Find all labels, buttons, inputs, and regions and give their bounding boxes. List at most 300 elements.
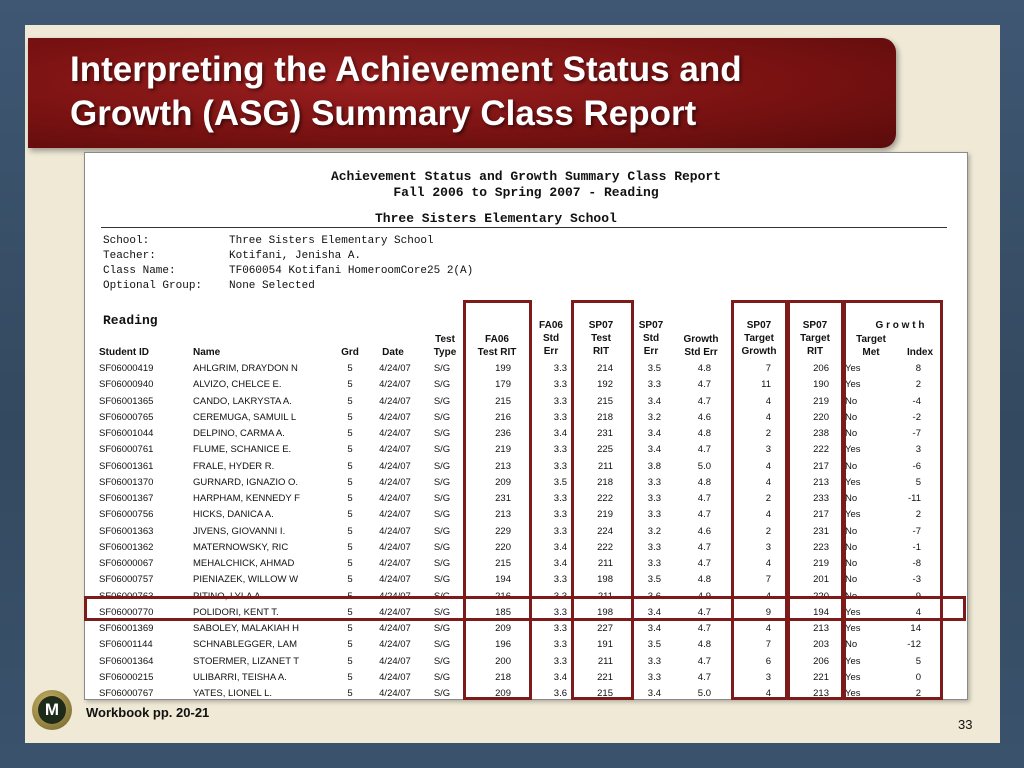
- cell-fa06-err: 3.3: [553, 623, 567, 634]
- report-school-name: Three Sisters Elementary School: [375, 211, 617, 226]
- cell-index: 8: [915, 363, 921, 374]
- cell-grd: 5: [347, 395, 353, 407]
- cell-fa06-rit: 199: [495, 363, 511, 374]
- cell-growth-err: 4.7: [697, 558, 711, 569]
- cell-name: FLUME, SCHANICE E.: [193, 444, 292, 456]
- section-title-reading: Reading: [103, 313, 158, 328]
- cell-target-rit: 219: [813, 558, 829, 569]
- cell-growth-err: 4.9: [697, 590, 711, 602]
- cell-sp07-rit: 222: [597, 493, 613, 504]
- cell-growth-err: 4.7: [697, 541, 711, 553]
- cell-target-rit: 190: [813, 379, 829, 391]
- cell-fa06-err: 3.3: [553, 639, 567, 651]
- cell-target-growth: 9: [765, 606, 771, 618]
- cell-student-id: SF06000767: [99, 688, 154, 699]
- cell-index: 5: [915, 655, 921, 667]
- cell-fa06-err: 3.3: [553, 655, 567, 667]
- info-value-school: Three Sisters Elementary School: [229, 235, 434, 247]
- info-label-school: School:: [103, 235, 150, 247]
- cell-date: 4/24/07: [379, 493, 411, 504]
- cell-name: STOERMER, LIZANET T: [193, 655, 300, 667]
- cell-target-met: Yes: [845, 606, 861, 618]
- cell-sp07-err: 3.4: [647, 395, 661, 407]
- cell-student-id: SF06001367: [99, 493, 154, 504]
- cell-growth-err: 4.8: [697, 363, 711, 374]
- cell-name: AHLGRIM, DRAYDON N: [193, 363, 298, 374]
- cell-fa06-rit: 220: [495, 541, 511, 553]
- district-logo: [32, 690, 72, 730]
- cell-fa06-rit: 215: [495, 558, 511, 569]
- cell-fa06-rit: 231: [495, 493, 511, 504]
- cell-date: 4/24/07: [379, 411, 411, 423]
- cell-grd: 5: [347, 476, 353, 488]
- cell-grd: 5: [347, 460, 353, 472]
- cell-name: ULIBARRI, TEISHA A.: [193, 671, 287, 683]
- highlight-growth-group: [843, 300, 943, 700]
- cell-target-met: No: [845, 541, 858, 553]
- cell-sp07-err: 3.8: [647, 460, 661, 472]
- cell-test-type: S/G: [433, 395, 451, 407]
- cell-name: MATERNOWSKY, RIC: [193, 541, 289, 553]
- cell-target-growth: 4: [765, 476, 771, 488]
- cell-growth-err: 4.8: [697, 639, 711, 651]
- cell-student-id: SF06000757: [99, 574, 154, 586]
- header-test-type: Test Type: [433, 334, 457, 358]
- cell-date: 4/24/07: [379, 428, 411, 439]
- cell-test-type: S/G: [433, 444, 451, 456]
- header-sp07-target-rit: SP07 Target RIT: [800, 320, 830, 357]
- cell-test-type: S/G: [433, 671, 451, 683]
- cell-target-rit: 213: [813, 476, 829, 488]
- report-title: Achievement Status and Growth Summary Class Report: [330, 169, 722, 184]
- cell-student-id: SF06000770: [99, 606, 154, 618]
- cell-index: 2: [915, 379, 921, 391]
- cell-target-met: Yes: [845, 444, 861, 456]
- cell-target-met: No: [845, 460, 858, 472]
- cell-sp07-rit: 231: [597, 428, 613, 439]
- cell-target-growth: 2: [765, 525, 771, 537]
- cell-sp07-rit: 219: [597, 509, 613, 521]
- cell-date: 4/24/07: [379, 444, 411, 456]
- cell-student-id: SF06000763: [99, 590, 154, 602]
- cell-student-id: SF06000940: [99, 379, 154, 391]
- cell-growth-err: 5.0: [697, 460, 711, 472]
- cell-sp07-rit: 224: [597, 525, 613, 537]
- header-fa06-test-rit: FA06 Test RIT: [477, 334, 517, 358]
- cell-sp07-rit: 211: [597, 558, 613, 569]
- cell-student-id: SF06001362: [99, 541, 154, 553]
- header-date: Date: [382, 347, 404, 358]
- cell-fa06-rit: 229: [495, 525, 511, 537]
- cell-target-growth: 3: [765, 541, 771, 553]
- cell-target-growth: 4: [765, 395, 771, 407]
- cell-grd: 5: [347, 655, 353, 667]
- cell-date: 4/24/07: [379, 363, 411, 374]
- cell-target-rit: 217: [813, 509, 829, 521]
- cell-test-type: S/G: [433, 379, 451, 391]
- cell-target-met: Yes: [845, 509, 861, 521]
- cell-target-growth: 4: [765, 590, 771, 602]
- cell-student-id: SF06001364: [99, 655, 154, 667]
- cell-name: ALVIZO, CHELCE E.: [193, 379, 282, 391]
- info-label-class: Class Name:: [103, 265, 176, 277]
- cell-grd: 5: [347, 363, 353, 374]
- cell-growth-err: 4.6: [697, 525, 711, 537]
- header-name: Name: [193, 347, 221, 358]
- cell-fa06-rit: 218: [495, 671, 511, 683]
- cell-fa06-err: 3.3: [553, 493, 567, 504]
- cell-target-growth: 7: [765, 363, 771, 374]
- cell-sp07-err: 3.3: [647, 671, 661, 683]
- cell-target-met: No: [845, 493, 858, 504]
- cell-sp07-err: 3.5: [647, 363, 661, 374]
- cell-target-growth: 4: [765, 688, 771, 699]
- cell-date: 4/24/07: [379, 688, 411, 699]
- cell-student-id: SF06000761: [99, 444, 154, 456]
- info-value-teacher: Kotifani, Jenisha A.: [229, 250, 362, 262]
- cell-test-type: S/G: [433, 574, 451, 586]
- cell-target-growth: 4: [765, 411, 771, 423]
- cell-target-rit: 194: [813, 606, 829, 618]
- cell-target-growth: 4: [765, 460, 771, 472]
- cell-fa06-err: 3.3: [553, 379, 567, 391]
- cell-fa06-err: 3.3: [553, 590, 567, 602]
- cell-target-rit: 233: [813, 493, 829, 504]
- report-subtitle: Fall 2006 to Spring 2007 - Reading: [393, 185, 659, 200]
- cell-grd: 5: [347, 444, 353, 456]
- cell-name: JIVENS, GIOVANNI I.: [193, 525, 286, 537]
- cell-date: 4/24/07: [379, 623, 411, 634]
- cell-sp07-rit: 211: [597, 460, 613, 472]
- cell-sp07-err: 3.4: [647, 444, 661, 456]
- cell-index: -4: [912, 395, 921, 407]
- cell-fa06-err: 3.4: [553, 428, 567, 439]
- cell-target-growth: 4: [765, 509, 771, 521]
- cell-sp07-err: 3.4: [647, 623, 661, 634]
- cell-target-met: No: [845, 411, 858, 423]
- cell-test-type: S/G: [433, 476, 451, 488]
- cell-name: GURNARD, IGNAZIO O.: [193, 476, 299, 488]
- cell-sp07-rit: 218: [597, 411, 613, 423]
- cell-target-met: Yes: [845, 476, 861, 488]
- cell-index: 0: [915, 671, 921, 683]
- cell-date: 4/24/07: [379, 395, 411, 407]
- cell-fa06-err: 3.4: [553, 541, 567, 553]
- cell-student-id: SF06001144: [99, 639, 153, 651]
- cell-student-id: SF06000215: [99, 671, 154, 683]
- cell-test-type: S/G: [433, 428, 451, 439]
- cell-sp07-rit: 191: [597, 639, 613, 651]
- header-student-id: Student ID: [99, 347, 149, 358]
- cell-student-id: SF06001369: [99, 623, 154, 634]
- logo-letter: M: [38, 696, 66, 724]
- cell-fa06-err: 3.3: [553, 509, 567, 521]
- cell-index: 5: [915, 476, 921, 488]
- cell-fa06-rit: 200: [495, 655, 511, 667]
- cell-target-met: No: [845, 395, 858, 407]
- cell-fa06-err: 3.3: [553, 395, 567, 407]
- cell-sp07-err: 3.6: [647, 590, 661, 602]
- cell-fa06-err: 3.3: [553, 574, 567, 586]
- cell-fa06-err: 3.3: [553, 460, 567, 472]
- cell-sp07-rit: 211: [597, 655, 613, 667]
- cell-target-rit: 203: [813, 639, 829, 651]
- header-index: Index: [906, 347, 934, 358]
- cell-grd: 5: [347, 509, 353, 521]
- cell-growth-err: 4.7: [697, 444, 711, 456]
- cell-name: SABOLEY, MALAKIAH H: [193, 623, 299, 634]
- cell-date: 4/24/07: [379, 574, 411, 586]
- cell-target-growth: 4: [765, 623, 771, 634]
- cell-date: 4/24/07: [379, 379, 411, 391]
- cell-sp07-rit: 198: [597, 606, 613, 618]
- cell-sp07-rit: 198: [597, 574, 613, 586]
- cell-sp07-rit: 215: [597, 688, 613, 699]
- cell-test-type: S/G: [433, 688, 451, 699]
- cell-name: HICKS, DANICA A.: [193, 509, 274, 521]
- cell-target-rit: 222: [813, 444, 829, 456]
- slide-title-line-1: Interpreting the Achievement Status and: [70, 50, 742, 89]
- header-sp07-std-err: SP07 Std Err: [638, 320, 664, 357]
- cell-sp07-err: 3.3: [647, 379, 661, 391]
- cell-sp07-rit: 192: [597, 379, 613, 391]
- cell-index: 2: [915, 688, 921, 699]
- cell-grd: 5: [347, 639, 353, 651]
- cell-sp07-err: 3.3: [647, 558, 661, 569]
- cell-date: 4/24/07: [379, 558, 411, 569]
- cell-fa06-err: 3.6: [553, 688, 567, 699]
- cell-target-rit: 219: [813, 395, 829, 407]
- report-divider: [101, 227, 947, 228]
- cell-student-id: SF06001361: [99, 460, 154, 472]
- cell-student-id: SF06001365: [99, 395, 154, 407]
- cell-student-id: SF06000419: [99, 363, 154, 374]
- cell-test-type: S/G: [433, 623, 451, 634]
- cell-growth-err: 5.0: [697, 688, 711, 699]
- cell-sp07-err: 3.5: [647, 574, 661, 586]
- cell-test-type: S/G: [433, 509, 451, 521]
- cell-index: -6: [912, 460, 921, 472]
- cell-name: YATES, LIONEL L.: [193, 688, 273, 699]
- cell-sp07-rit: 225: [597, 444, 613, 456]
- cell-fa06-rit: 213: [495, 460, 511, 472]
- cell-growth-err: 4.6: [697, 411, 711, 423]
- cell-target-growth: 7: [765, 639, 771, 651]
- cell-fa06-err: 3.3: [553, 444, 567, 456]
- cell-sp07-rit: 222: [597, 541, 613, 553]
- cell-index: -1: [912, 541, 921, 553]
- header-sp07-test-rit: SP07 Test RIT: [588, 320, 614, 357]
- cell-growth-err: 4.8: [697, 476, 711, 488]
- highlight-row-polidori: [84, 596, 966, 621]
- cell-fa06-err: 3.4: [553, 558, 567, 569]
- cell-grd: 5: [347, 590, 353, 602]
- cell-student-id: SF06001370: [99, 476, 154, 488]
- cell-test-type: S/G: [433, 655, 451, 667]
- header-growth-group: G r o w t h: [875, 320, 925, 331]
- cell-grd: 5: [347, 671, 353, 683]
- cell-target-met: Yes: [845, 655, 861, 667]
- cell-target-rit: 223: [813, 541, 829, 553]
- cell-sp07-rit: 215: [597, 395, 613, 407]
- cell-index: -2: [912, 411, 921, 423]
- cell-grd: 5: [347, 558, 353, 569]
- cell-growth-err: 4.7: [697, 655, 711, 667]
- cell-index: 2: [915, 509, 921, 521]
- cell-growth-err: 4.7: [697, 623, 711, 634]
- cell-sp07-err: 3.4: [647, 428, 661, 439]
- cell-name: PIENIAZEK, WILLOW W: [193, 574, 299, 586]
- cell-growth-err: 4.7: [697, 395, 711, 407]
- cell-target-met: Yes: [845, 688, 861, 699]
- cell-sp07-rit: 227: [597, 623, 613, 634]
- slide-number: 33: [958, 717, 973, 732]
- cell-student-id: SF06000067: [99, 558, 154, 569]
- header-target-met: Target Met: [856, 334, 886, 358]
- cell-date: 4/24/07: [379, 655, 411, 667]
- info-label-teacher: Teacher:: [103, 250, 156, 262]
- cell-sp07-rit: 214: [597, 363, 613, 374]
- cell-name: DELPINO, CARMA A.: [193, 428, 285, 439]
- slide-title: [70, 48, 890, 136]
- cell-student-id: SF06001363: [99, 525, 154, 537]
- highlight-fa06-test-rit: [463, 300, 532, 700]
- cell-sp07-err: 3.3: [647, 509, 661, 521]
- cell-grd: 5: [347, 606, 353, 618]
- cell-index: -3: [912, 574, 921, 586]
- cell-index: 4: [915, 606, 921, 618]
- cell-sp07-err: 3.3: [647, 655, 661, 667]
- cell-target-met: Yes: [845, 379, 861, 391]
- cell-fa06-rit: 194: [495, 574, 511, 586]
- header-fa06-std-err: FA06 Std Err: [539, 320, 563, 357]
- cell-fa06-rit: 216: [495, 590, 511, 602]
- cell-sp07-rit: 211: [597, 590, 613, 602]
- cell-test-type: S/G: [433, 493, 451, 504]
- cell-growth-err: 4.7: [697, 493, 711, 504]
- cell-test-type: S/G: [433, 525, 451, 537]
- cell-fa06-err: 3.3: [553, 606, 567, 618]
- cell-target-met: Yes: [845, 623, 861, 634]
- cell-growth-err: 4.7: [697, 606, 711, 618]
- cell-date: 4/24/07: [379, 541, 411, 553]
- cell-index: -11: [907, 493, 921, 504]
- cell-name: FRALE, HYDER R.: [193, 460, 275, 472]
- cell-date: 4/24/07: [379, 476, 411, 488]
- cell-student-id: SF06000765: [99, 411, 154, 423]
- cell-test-type: S/G: [433, 460, 451, 472]
- cell-sp07-err: 3.3: [647, 476, 661, 488]
- cell-fa06-rit: 185: [495, 606, 511, 618]
- cell-target-growth: 2: [765, 493, 771, 504]
- cell-target-growth: 4: [765, 558, 771, 569]
- cell-target-rit: 217: [813, 460, 829, 472]
- cell-target-growth: 2: [765, 428, 771, 439]
- info-value-class: TF060054 Kotifani HomeroomCore25 2(A): [229, 265, 474, 277]
- cell-index: -8: [912, 558, 921, 569]
- cell-fa06-rit: 215: [495, 395, 511, 407]
- cell-target-growth: 7: [765, 574, 771, 586]
- cell-date: 4/24/07: [379, 460, 411, 472]
- cell-target-growth: 3: [765, 444, 771, 456]
- cell-growth-err: 4.7: [697, 379, 711, 391]
- cell-name: POLIDORI, KENT T.: [193, 606, 279, 618]
- cell-grd: 5: [347, 541, 353, 553]
- cell-target-rit: 206: [813, 655, 829, 667]
- highlight-target-growth: [731, 300, 788, 700]
- slide-title-line-2: Growth (ASG) Summary Class Report: [70, 94, 697, 133]
- cell-fa06-err: 3.3: [553, 525, 567, 537]
- cell-fa06-err: 3.3: [553, 411, 567, 423]
- cell-fa06-rit: 236: [495, 428, 511, 439]
- cell-target-growth: 3: [765, 671, 771, 683]
- cell-target-met: No: [845, 574, 858, 586]
- cell-fa06-rit: 209: [495, 688, 511, 699]
- cell-target-growth: 6: [765, 655, 771, 667]
- cell-name: PITINO, LYLA A.: [193, 590, 264, 602]
- cell-test-type: S/G: [433, 606, 451, 618]
- cell-grd: 5: [347, 493, 353, 504]
- cell-grd: 5: [347, 574, 353, 586]
- cell-name: SCHNABLEGGER, LAM: [193, 639, 297, 651]
- cell-test-type: S/G: [433, 639, 451, 651]
- cell-sp07-err: 3.2: [647, 525, 661, 537]
- header-sp07-target-growth: SP07 Target Growth: [741, 320, 777, 357]
- cell-fa06-rit: 219: [495, 444, 511, 456]
- cell-target-rit: 220: [813, 411, 829, 423]
- cell-fa06-rit: 179: [495, 379, 511, 391]
- cell-fa06-err: 3.4: [553, 671, 567, 683]
- cell-name: HARPHAM, KENNEDY F: [193, 493, 300, 504]
- cell-target-met: No: [845, 525, 858, 537]
- cell-grd: 5: [347, 411, 353, 423]
- cell-test-type: S/G: [433, 558, 451, 569]
- cell-sp07-err: 3.5: [647, 639, 661, 651]
- cell-target-met: No: [845, 558, 858, 569]
- cell-index: 3: [915, 444, 921, 456]
- cell-target-rit: 206: [813, 363, 829, 374]
- cell-target-met: No: [845, 590, 858, 602]
- cell-fa06-rit: 216: [495, 411, 511, 423]
- cell-student-id: SF06001044: [99, 428, 154, 439]
- cell-fa06-rit: 196: [495, 639, 511, 651]
- cell-test-type: S/G: [433, 411, 451, 423]
- cell-grd: 5: [347, 688, 353, 699]
- cell-growth-err: 4.8: [697, 428, 711, 439]
- highlight-target-rit: [787, 300, 844, 700]
- cell-date: 4/24/07: [379, 590, 411, 602]
- cell-grd: 5: [347, 379, 353, 391]
- workbook-reference: Workbook pp. 20-21: [86, 705, 210, 720]
- cell-sp07-rit: 221: [597, 671, 613, 683]
- cell-fa06-err: 3.5: [553, 476, 567, 488]
- cell-sp07-err: 3.3: [647, 493, 661, 504]
- cell-target-rit: 220: [813, 590, 829, 602]
- cell-fa06-rit: 209: [495, 623, 511, 634]
- cell-growth-err: 4.7: [697, 671, 711, 683]
- cell-sp07-err: 3.3: [647, 541, 661, 553]
- cell-growth-err: 4.8: [697, 574, 711, 586]
- cell-name: CANDO, LAKRYSTA A.: [193, 395, 292, 407]
- cell-index: -7: [912, 525, 921, 537]
- cell-sp07-err: 3.2: [647, 411, 661, 423]
- cell-fa06-err: 3.3: [553, 363, 567, 374]
- cell-target-met: No: [845, 639, 858, 651]
- cell-test-type: S/G: [433, 590, 451, 602]
- header-growth-std-err: Growth Std Err: [683, 334, 719, 358]
- cell-growth-err: 4.7: [697, 509, 711, 521]
- cell-grd: 5: [347, 623, 353, 634]
